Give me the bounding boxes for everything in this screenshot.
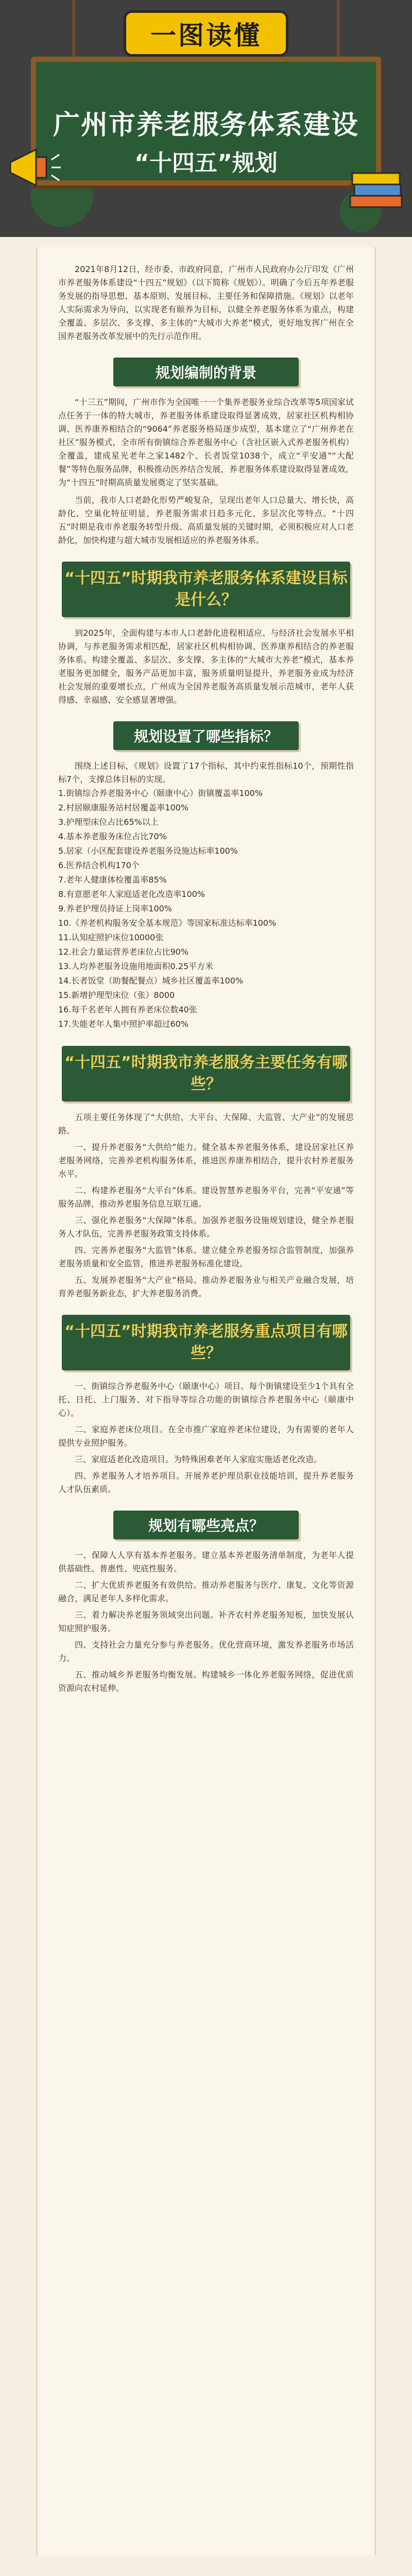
section-projects [38, 1315, 374, 1496]
list-item: 6.医养结合机构170个 [58, 860, 140, 870]
section-paragraph: 五项主要任务体现了“大供给、大平台、大保障、大监管、大产业”的发展思路。 [58, 1112, 354, 1136]
section-indicators [38, 721, 374, 1031]
section-paragraph: 四、完善养老服务“大监管”体系。建立健全养老服务综合监管制度，加强养老服务质量和安全监管，推进养老服务标准化建设。 [58, 1245, 354, 1268]
section-paragraph: 一、街镇综合养老服务中心（颐康中心）项目。每个街镇建设至少1个具有全托、日托、上门服务、对下指导等综合功能的街镇综合养老服务中心（颐康中心）。 [58, 1381, 354, 1418]
header-tag [124, 10, 288, 57]
section-paragraph: 三、家庭适老化改造项目。为特殊困难老年人家庭实施适老化改造。 [75, 1454, 322, 1464]
section-goals [38, 562, 374, 707]
list-item: 17.失能老年人集中照护率超过60% [58, 1019, 189, 1029]
page-title: 广州市养老服务体系建设 [53, 110, 359, 141]
list-item: 1.街镇综合养老服务中心（颐康中心）街镇覆盖率100% [58, 788, 263, 798]
list-item: 13.人均养老服务设施用地面积0.25平方米 [58, 961, 214, 971]
section-paragraph: 四、养老服务人才培养项目。开展养老护理员职业技能培训，提升养老服务人才队伍素质。 [58, 1471, 354, 1494]
books-icon [345, 160, 407, 216]
section-paragraph: 围绕上述目标，《规划》设置了17个指标，其中约束性指标10个，预期性指标7个，支撑总体目标的实现。 [58, 761, 354, 784]
list-item: 4.基本养老服务床位占比70% [58, 832, 167, 841]
intro-paragraph: 2021年8月12日，经市委、市政府同意，广州市人民政府办公厅印发《广州市养老服务体系建设“十四五”规划》（以下简称《规划》）。明确了今后五年养老服务发展的指导思想、基本原则、发展目标、主要任务和保障措施。《规划》以老年人实际需求为导向，以实现老有颐养为目标，以健全养老服务体系为重点，构建全覆盖、多层次、多支撑、多主体的“大城市大养老”模式，更好地发挥广州在全国养老服务改革发展中的先行示范作用。 [58, 264, 354, 341]
list-item: 2.村居颐康服务站村居覆盖率100% [58, 803, 189, 812]
list-item: 16.每千名老年人拥有养老床位数40张 [58, 1005, 197, 1014]
list-item: 14.长者饭堂（助餐配餐点）城乡社区覆盖率100% [58, 976, 244, 986]
rope-decoration [72, 0, 75, 62]
section-paragraph: 二、扩大优质养老服务有效供给。推动养老服务与医疗、康复、文化等资源融合，满足老年人多样化需求。 [58, 1580, 354, 1603]
section-paragraph: 五、推动城乡养老服务均衡发展。构建城乡一体化养老服务网络，促进优质资源向农村延伸。 [58, 1670, 354, 1693]
section-heading: “十四五”时期我市养老服务体系建设目标是什么？ [62, 562, 350, 617]
header-banner [0, 0, 412, 237]
content-card [36, 247, 376, 2555]
section-background [38, 358, 374, 547]
section-heading: 规划设置了哪些指标？ [113, 721, 299, 750]
section-heading: “十四五”时期我市养老服务重点项目有哪些？ [62, 1315, 350, 1370]
section-paragraph: 二、家庭养老床位项目。在全市推广家庭养老床位建设，为有需要的老年人提供专业照护服务。 [58, 1425, 354, 1448]
section-tasks [38, 1046, 374, 1300]
indicator-list [38, 786, 374, 1031]
list-item: 8.有意愿老年人家庭适老化改造率100% [58, 889, 205, 899]
header-tag-text: 一图读懂 [150, 21, 262, 50]
elderly-couple-illustration [31, 2555, 381, 2576]
section-paragraph: 二、构建养老服务“大平台”体系。建设智慧养老服务平台，完善“平安通”等服务品牌，推动养老服务信息互联互通。 [58, 1185, 354, 1209]
section-heading: 规划编制的背景 [113, 358, 299, 386]
section-paragraph: 当前，我市人口老龄化形势严峻复杂，呈现出老年人口总量大、增长快，高龄化、空巢化特征明显，养老服务需求日趋多元化、多层次化等特点。“十四五”时期是我市养老服务转型升级、高质量发展的关键时期，必须积极应对人口老龄化，加快构建与超大城市发展相适应的养老服务体系。 [58, 495, 354, 545]
list-item: 7.老年人健康体检覆盖率85% [58, 875, 167, 885]
section-paragraph: 一、提升养老服务“大供给”能力。健全基本养老服务体系，建设居家社区养老服务网络，完善养老机构服务体系，推进医养康养相结合，提升农村养老服务水平。 [58, 1142, 354, 1179]
section-paragraph: “十三五”期间，广州市作为全国唯一一个集养老服务业综合改革等5项国家试点任务于一体的特大城市，养老服务体系建设取得显著成效，居家社区机构相协调、医养康养相结合的“9064”养老服务格局逐步成型，基本建立了“广州养老在社区”服务模式，全市所有街镇综合养老服务中心（含社区嵌入式养老服务机构）全覆盖，建成星光老年之家1482个、长者饭堂1038个，成立“平安通”“大配餐”等特色服务品牌，积极推动医养结合发展，养老服务体系建设取得显著成效，为“十四五”时期高质量发展奠定了坚实基础。 [58, 397, 354, 487]
list-item: 12.社会力量运营养老床位占比90% [58, 947, 189, 957]
section-paragraph: 四、支持社会力量充分参与养老服务。优化营商环境，激发养老服务市场活力。 [58, 1640, 354, 1663]
section-paragraph: 三、着力解决养老服务领域突出问题。补齐农村养老服务短板，加快发展认知症照护服务。 [58, 1610, 354, 1633]
section-highlights [38, 1511, 374, 1695]
section-paragraph: 一、保障人人享有基本养老服务。建立基本养老服务清单制度，为老年人提供基础性、普惠性、兜底性服务。 [58, 1550, 354, 1573]
section-paragraph: 五、发展养老服务“大产业”格局。推动养老服务业与相关产业融合发展，培育养老服务新业态，扩大养老服务消费。 [58, 1275, 354, 1298]
list-item: 15.新增护理型床位（张）8000 [58, 990, 175, 1000]
section-paragraph: 到2025年，全面构建与本市人口老龄化进程相适应、与经济社会发展水平相协调，与养老服务需求相匹配，居家社区机构相协调、医养康养相结合的养老服务体系。构建全覆盖、多层次、多支撑、多主体的“大城市大养老”模式，基本养老服务更加健全，服务产品更加丰富，服务质量明显提升，养老服务业成为经济社会发展的重要增长点，广州成为全国养老服务高质量发展示范城市，老年人获得感、幸福感、安全感显著增强。 [58, 628, 354, 705]
section-paragraph: 三、强化养老服务“大保障”体系。加强养老服务设施规划建设，健全养老服务人才队伍，完善养老服务政策支持体系。 [58, 1215, 354, 1239]
list-item: 3.护理型床位占比65%以上 [58, 817, 159, 827]
megaphone-icon [5, 144, 62, 191]
section-heading: 规划有哪些亮点？ [113, 1511, 299, 1539]
list-item: 11.认知症照护床位10000张 [58, 933, 164, 942]
section-heading: “十四五”时期我市养老服务主要任务有哪些？ [62, 1046, 350, 1101]
list-item: 9.养老护理员持证上岗率100% [58, 904, 173, 913]
page-subtitle: “十四五”规划 [134, 150, 278, 176]
list-item: 5.居家（小区配套建设养老服务设施达标率100% [58, 846, 238, 856]
rope-decoration [337, 0, 340, 62]
list-item: 10.《养老机构服务安全基本规范》等国家标准达标率100% [58, 918, 277, 928]
